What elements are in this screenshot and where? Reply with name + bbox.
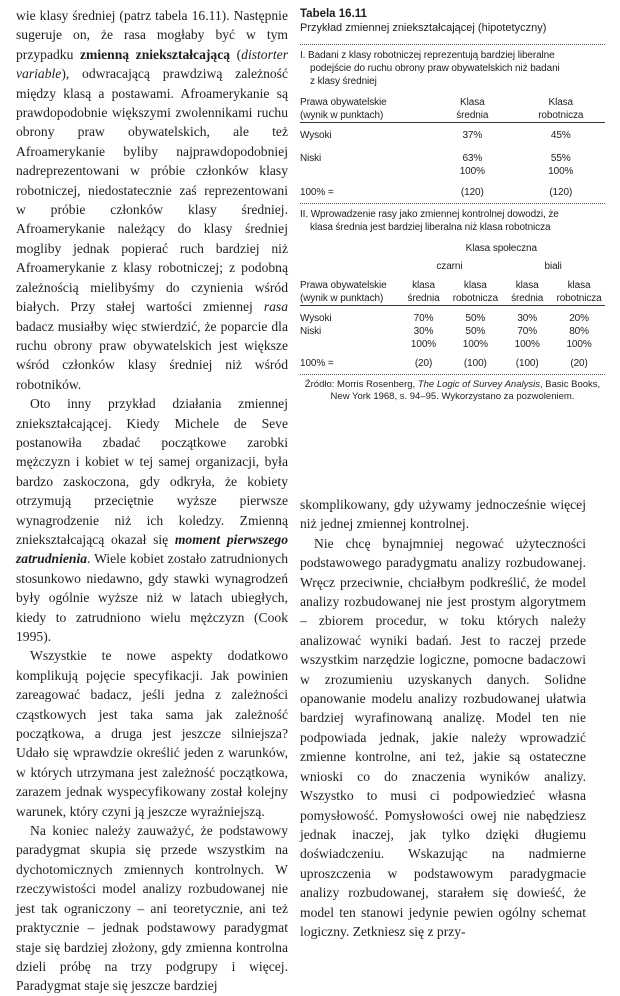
table-row: Niski 63% 55%	[300, 153, 571, 164]
text-run: Oto inny przykład działania zmiennej zniekształcającej. Kiedy Michele de Seve postanowiła zbadać początkowe zarobki mężczyzn i kobiet w tej samej organizacji, była bardzo zaskoczona, gdy odkryła, że kobiety otrzymują przeciętnie wyższe pierwsze wynagrodzenie niż ich koledzy. Zmienną zniekształcającą okazał się	[16, 396, 288, 547]
section-2-heading-line: II. Wprowadzenie rasy jako zmiennej kontrolnej dowodzi, że	[300, 209, 559, 220]
column-header: klasa średnia	[398, 279, 450, 306]
group-header: Klasa społeczna	[465, 243, 537, 254]
column-header: Klasa średnia	[428, 96, 516, 123]
table-row: 100% 100%	[459, 166, 574, 177]
section-2-header-row	[300, 279, 605, 306]
dotted-divider	[300, 44, 605, 45]
text-run: (	[230, 46, 242, 62]
paragraph-salary-example	[16, 394, 288, 646]
table-row: 100% = (20) (100) (100) (20)	[300, 358, 588, 369]
text-run: wie klasy średniej (patrz tabela 16.11). Następnie sugeruje on, że rasa mogłaby być w tym przypadku	[16, 8, 288, 62]
column-header: klasa robotnicza	[449, 279, 501, 306]
text-run: badacz musiałby więc stwierdzić, że poparcie dla ruchu obrony praw obywatelskich jest większe wśród członków klasy średniej niż wśród robotników.	[16, 318, 288, 392]
table-row: Niski 30% 50% 70% 80%	[300, 326, 589, 337]
text-run: ), odwracającą prawdziwą zależność między klasą a postawami. Afroamerykanie są prawdopodobnie większymi zwolennikami ruchu obrony praw obywatelskich, ale też Afroamerykanie byliby najprawdopodobniej nadreprezentowani w próbie członków klasy robotniczej, niedostatecznie zaś reprezentowani w próbie członków klasy średniej. Afroamerykanie należący do klasy średniej mogliby jednak popierać ruch bardziej niż Afroamerykanie z klasy robotniczej; z podobną zależnością mielibyśmy do czynienia wśród białych. Przy stałej wartości zmiennej	[16, 66, 288, 315]
text-run: . Wiele kobiet zostało zatrudnionych stosunkowo niedawno, gdy stawki wynagrodzeń były ogólnie wyższe niż w latach ubiegłych, kiedy to zatrudniono wielu mężczyzn (Cook 1995).	[16, 551, 288, 644]
column-header: klasa robotnicza	[553, 279, 605, 306]
subgroup-header-row	[300, 260, 605, 279]
italic-term-english: distorter variable	[16, 46, 288, 82]
subgroup-header: biali	[544, 261, 562, 272]
table-source: Źródło: Morris Rosenberg, The Logic of Survey Analysis, Basic Books, New York 1968, s. 94–95. Wykorzystano za pozwoleniem.	[304, 379, 601, 402]
section-2-heading-line: klasa średnia jest bardziej liberalna niż klasa robotnicza	[310, 222, 551, 233]
section-1-table	[300, 96, 605, 203]
table-row: 100% 100% 100% 100%	[410, 339, 592, 350]
section-1-heading-line: podejście do ruchu obrony praw obywatelskich niż badani	[310, 63, 560, 74]
column-header: klasa średnia	[501, 279, 553, 306]
column-header: Prawa obywatelskie (wynik w punktach)	[300, 279, 398, 306]
table-row: 100% = (120) (120)	[300, 187, 573, 198]
group-header-row	[300, 242, 605, 260]
paragraph-specification: Wszystkie te nowe aspekty dodatkowo komplikują pojęcie specyfikacji. Jak powinien zareagować badacz, jeśli jedna z zależności cząstkowych jest taka sama jak zależność początkowa, a druga jest jeszcze silniejsza? Udało się wprawdzie określić jeden z warunków, w których utrzymana jest zależność początkowa, zarazem jednak wyspecyfikowany został kolejny warunek, który czyni ją jeszcze wyraźniejszą.	[16, 648, 288, 819]
section-2-heading	[300, 208, 605, 234]
table-row: Wysoki 70% 50% 30% 20%	[300, 313, 589, 324]
bold-term-distorter-variable: zmienną zniekształcającą	[79, 46, 231, 62]
table-title: Przykład zmiennej zniekształcającej (hipotetyczny)	[300, 22, 547, 34]
table-number: Tabela 16.11	[300, 8, 367, 20]
column-header: Klasa robotnicza	[517, 96, 605, 123]
column-header: Prawa obywatelskie (wynik w punktach)	[300, 96, 428, 123]
table-16-11	[300, 8, 605, 403]
table-row: Wysoki 37% 45%	[300, 130, 571, 141]
section-1-header-row	[300, 96, 605, 123]
paragraph-race-distorter	[16, 6, 288, 394]
paragraph-continuation: skomplikowany, gdy używamy jednocześnie więcej niż jednej zmiennej kontrolnej.	[300, 497, 586, 532]
right-column-text	[300, 495, 586, 941]
dotted-divider	[300, 203, 605, 204]
dotted-divider	[300, 374, 605, 375]
section-1-heading	[300, 49, 605, 88]
section-2-table	[300, 242, 605, 374]
paragraph-dichotomous: Na koniec należy zauważyć, że podstawowy paradygmat skupia się przede wszystkim na dychotomicznych zmiennych kontrolnych. W rzeczywistości model analizy rozbudowanej nie jest tak ograniczony – ani teoretycznie, ani też praktycznie – jednak podstawowy paradygmat staje się bardziej złożony, gdy zmienna kontrolna dzieli próbę na trzy podgrupy i więcej. Paradygmat staje się jeszcze bardziej	[16, 823, 288, 994]
section-1-heading-line: z klasy średniej	[310, 76, 377, 87]
subgroup-header: czarni	[436, 261, 463, 272]
left-column	[16, 6, 288, 996]
section-1-heading-line: I. Badani z klasy robotniczej reprezentują bardziej liberalne	[300, 50, 555, 61]
paragraph-elaboration-model: Nie chcę bynajmniej negować użyteczności podstawowego paradygmatu analizy rozbudowanej. Wręcz przeciwnie, chciałbym podkreślić, że model analizy rozbudowanej nie jest prostym algorytmem – zbiorem procedur, w toku których należy analizować wyniki badań. Jest to raczej przede wszystkim narzędzie logiczne, pomocne badaczowi w zrozumieniu uzyskanych danych. Solidne opanowanie modelu analizy rozbudowanej ułatwia bardziej wyrafinowaną analizę. Model ten nie podpowiada jednak, jakie należy wprowadzić zmienne kontrolne, ani też, jakie są ostateczne wnioski co do znaczenia wyników analizy. Wszystko to musi ci podpowiedzieć własna pomysłowość. Pomysłowości owej nie nabędziesz jednak inaczej, jak tylko dzięki długiemu doświadczeniu. Wskazując na nadmierne uproszczenia w podstawowym paradygmacie analizy rozbudowanej, starałem się dowieść, że model ten stanowi jedynie pewien ogólny schemat logiczny. Zetkniesz się z przy-	[300, 535, 586, 939]
italic-term-rasa: rasa	[263, 299, 288, 315]
bold-italic-term-first-employment: moment pierwszego zatrudnienia	[16, 531, 289, 567]
